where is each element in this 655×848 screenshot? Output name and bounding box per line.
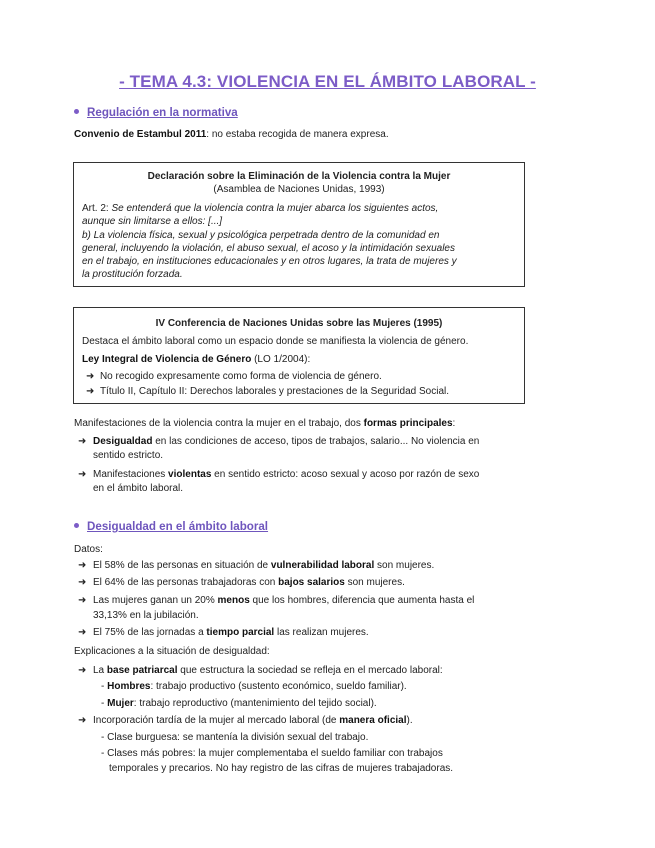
page-title-text: - TEMA 4.3: VIOLENCIA EN EL ÁMBITO LABORAL - — [119, 72, 536, 91]
page-title — [0, 72, 655, 92]
section-heading-label: Desigualdad en el ámbito laboral — [87, 520, 269, 533]
art2-line2: aunque sin limitarse a ellos: [...] — [82, 216, 223, 227]
manifest-item1-bold: Desigualdad — [93, 436, 153, 447]
conferencia-title: IV Conferencia de Naciones Unidas sobre las Mujeres (1995) — [155, 318, 443, 329]
manifest-item2-pre: Manifestaciones — [93, 469, 169, 480]
manifest-item-2 — [93, 468, 479, 481]
expl1b-post: : trabajo reproductivo (mantenimiento del tejido social). — [133, 698, 377, 709]
explicacion-1a — [101, 680, 407, 693]
dato-1 — [93, 559, 434, 572]
dato-2 — [93, 576, 405, 589]
arrow-icon: ➜ — [78, 715, 87, 726]
convenio-line — [74, 128, 389, 141]
expl2-pre: Incorporación tardía de la mujer al mercado laboral (de — [93, 715, 340, 726]
dato3-bold: menos — [217, 595, 250, 606]
expl1a-bold: Hombres — [107, 681, 151, 692]
expl2-post: ). — [406, 715, 413, 726]
arrow-icon: ➜ — [78, 436, 87, 447]
b-line-2: general, incluyendo la violación, el abuso sexual, el acoso y la intimidación sexuales — [82, 243, 455, 254]
list-item — [86, 385, 449, 398]
art2-line1 — [82, 202, 438, 215]
arrow-icon: ➜ — [78, 665, 87, 676]
dato4-pre: El 75% de las jornadas a — [93, 627, 207, 638]
manifest-item-2-line2: en el ámbito laboral. — [93, 483, 184, 494]
arrow-icon: ➜ — [78, 469, 87, 480]
expl1-pre: La — [93, 665, 107, 676]
explicacion-2b-line2: temporales y precarios. No hay registro de las cifras de mujeres trabajadoras. — [109, 763, 454, 774]
expl1-post: que estructura la sociedad se refleja en el mercado laboral: — [177, 665, 443, 676]
conferencia-box — [73, 307, 525, 404]
convenio-bold: Convenio de Estambul 2011 — [74, 129, 207, 140]
dato1-post: son mujeres. — [374, 560, 435, 571]
dato4-bold: tiempo parcial — [206, 627, 275, 638]
ley-integral-rest: (LO 1/2004): — [251, 354, 311, 365]
b-line-3: en el trabajo, en instituciones educacionales y en otros lugares, la trata de mujeres y — [82, 256, 457, 267]
declaracion-title: Declaración sobre la Eliminación de la Violencia contra la Mujer — [147, 171, 451, 182]
art2-prefix: Art. 2: — [82, 203, 112, 214]
ley-item-2: Título II, Capítulo II: Derechos laborales y prestaciones de la Seguridad Social. — [99, 386, 450, 397]
manifest-intro-post: : — [452, 418, 456, 429]
manifest-item1-rest: en las condiciones de acceso, tipos de trabajos, salario... No violencia en — [152, 436, 480, 447]
expl1b-bold: Mujer — [107, 698, 134, 709]
explicacion-1 — [93, 664, 443, 677]
arrow-icon: ➜ — [78, 627, 87, 638]
manifest-item-1-line2: sentido estricto. — [93, 450, 164, 461]
bullet-icon — [74, 523, 79, 528]
declaracion-subtitle: (Asamblea de Naciones Unidas, 1993) — [213, 184, 385, 195]
explicacion-2a: - Clase burguesa: se mantenía la división sexual del trabajo. — [101, 732, 369, 743]
expl1-bold: base patriarcal — [106, 665, 178, 676]
dato2-bold: bajos salarios — [278, 577, 345, 588]
section-heading-label: Regulación en la normativa — [87, 106, 238, 119]
ley-integral-line — [82, 353, 310, 366]
manifest-item2-bold: violentas — [168, 469, 212, 480]
section-heading-regulacion — [74, 106, 238, 119]
dato4-post: las realizan mujeres. — [274, 627, 369, 638]
bullet-icon — [74, 109, 79, 114]
section-heading-desigualdad — [74, 520, 268, 533]
dato2-pre: El 64% de las personas trabajadoras con — [93, 577, 279, 588]
manifest-item-1 — [93, 435, 479, 448]
datos-label: Datos: — [74, 544, 103, 555]
arrow-icon: ➜ — [86, 386, 95, 397]
dato1-pre: El 58% de las personas en situación de — [93, 560, 271, 571]
explicacion-1b — [101, 697, 377, 710]
dato-3 — [93, 594, 474, 607]
b-line-1: b) La violencia física, sexual y psicológica perpetrada dentro de la comunidad en — [82, 230, 440, 241]
manifest-intro-bold: formas principales — [363, 418, 453, 429]
dato1-bold: vulnerabilidad laboral — [270, 560, 375, 571]
manifest-intro — [74, 417, 455, 430]
ley-integral-bold: Ley Integral de Violencia de Género — [82, 354, 252, 365]
expl1a-post: : trabajo productivo (sustento económico, sueldo familiar). — [150, 681, 407, 692]
arrow-icon: ➜ — [86, 371, 95, 382]
explicacion-2b: - Clases más pobres: la mujer complementaba el sueldo familiar con trabajos — [101, 748, 443, 759]
convenio-rest: : no estaba recogida de manera expresa. — [206, 129, 389, 140]
dato-4 — [93, 626, 369, 639]
manifest-item2-rest: en sentido estricto: acoso sexual y acoso por razón de sexo — [211, 469, 480, 480]
arrow-icon: ➜ — [78, 595, 87, 606]
b-line-4: la prostitución forzada. — [82, 269, 183, 280]
dato2-post: son mujeres. — [344, 577, 405, 588]
dato3-post: que los hombres, diferencia que aumenta hasta el — [249, 595, 475, 606]
dato3-pre: Las mujeres ganan un 20% — [93, 595, 218, 606]
dato-3-line2: 33,13% en la jubilación. — [93, 610, 199, 621]
conferencia-line1: Destaca el ámbito laboral como un espacio donde se manifiesta la violencia de género. — [82, 336, 469, 347]
arrow-icon: ➜ — [78, 577, 87, 588]
explicacion-2 — [93, 714, 413, 727]
explicaciones-label: Explicaciones a la situación de desigualdad: — [74, 646, 270, 657]
list-item — [86, 370, 382, 383]
dash-icon: - — [101, 698, 108, 709]
dash-icon: - — [101, 681, 108, 692]
ley-item-1: No recogido expresamente como forma de violencia de género. — [99, 371, 382, 382]
declaracion-box — [73, 162, 525, 287]
art2-text1: Se entenderá que la violencia contra la mujer abarca los siguientes actos, — [111, 203, 439, 214]
manifest-intro-pre: Manifestaciones de la violencia contra la mujer en el trabajo, dos — [74, 418, 364, 429]
arrow-icon: ➜ — [78, 560, 87, 571]
expl2-bold: manera oficial — [339, 715, 407, 726]
